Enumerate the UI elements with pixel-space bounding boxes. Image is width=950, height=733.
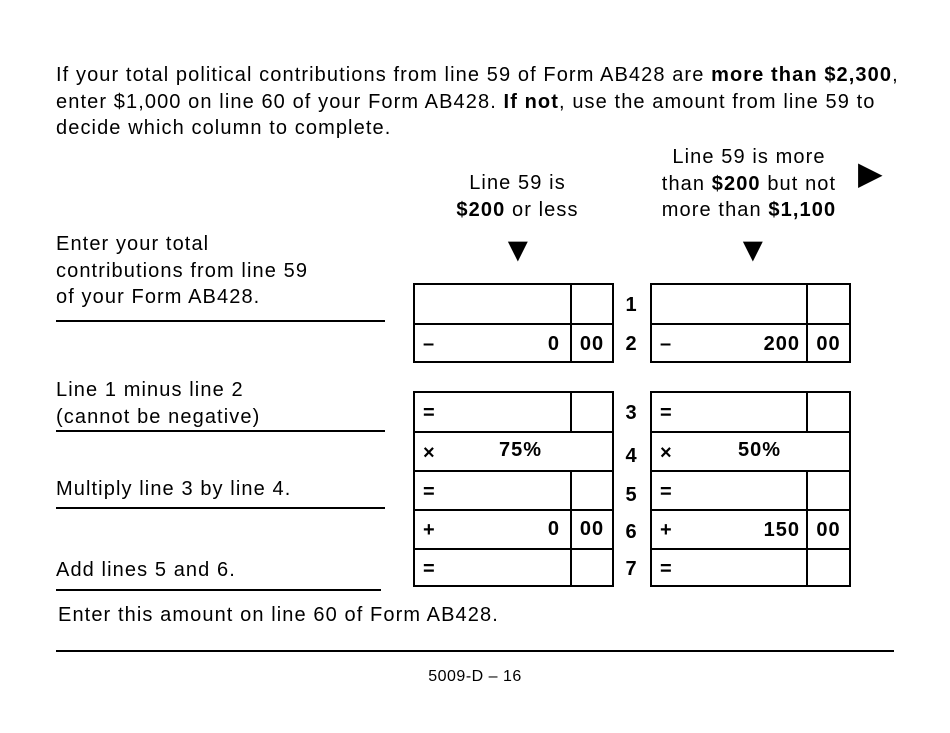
- column-a-line5-input[interactable]: [439, 472, 570, 509]
- equals-sign: =: [423, 402, 435, 424]
- line-number-1: 1: [625, 294, 637, 316]
- line7-label: Add lines 5 and 6.: [56, 559, 236, 581]
- divider: [806, 393, 808, 431]
- column-a-box-lines-3-7: [413, 391, 614, 587]
- column-a-line6-amount: 0: [547, 518, 560, 540]
- column-a-line1-input[interactable]: [415, 285, 570, 323]
- line1-rule: [56, 320, 385, 322]
- column-a-heading: [410, 170, 625, 223]
- column-b-box-lines-1-2: [650, 283, 851, 363]
- equals-sign: =: [660, 481, 672, 503]
- column-b-line2-amount: 200: [763, 333, 800, 355]
- divider: [415, 509, 612, 511]
- line3-label: [56, 377, 260, 430]
- divider: [570, 393, 572, 431]
- line1-label-row1: Enter your total: [56, 233, 210, 255]
- column-a-down-arrow-icon: ▼: [501, 231, 535, 269]
- divider: [415, 431, 612, 433]
- column-a-line1-cents-input[interactable]: [572, 285, 612, 323]
- line-number-2: 2: [625, 333, 637, 355]
- line3-label-row1: Line 1 minus line 2: [56, 379, 244, 401]
- column-b-heading: [636, 144, 862, 224]
- continue-right-arrow-icon: ▶: [858, 155, 883, 191]
- line3-label-row2: (cannot be negative): [56, 405, 261, 428]
- column-b-line7-input[interactable]: [676, 550, 806, 587]
- minus-sign: –: [660, 333, 672, 355]
- equals-sign: =: [660, 402, 672, 424]
- line5-rule: [56, 507, 385, 509]
- column-b-heading-bold2: $1,100: [768, 199, 837, 221]
- column-a-line6-cents: 00: [579, 518, 605, 540]
- intro-text-3: , use the amount from line 59 to decide which column to complete.: [56, 90, 876, 139]
- divider: [652, 323, 849, 325]
- minus-sign: –: [423, 333, 435, 355]
- column-b-box-lines-3-7: [650, 391, 851, 587]
- column-a-line3-input[interactable]: [439, 393, 570, 431]
- line7-rule: [56, 589, 381, 591]
- times-sign: ×: [423, 442, 435, 464]
- line-number-7: 7: [625, 558, 637, 580]
- column-b-line3-input[interactable]: [676, 393, 806, 431]
- line-number-5: 5: [625, 484, 637, 506]
- intro-text-2: , enter $1,000 on line 60 of your Form AB428.: [56, 64, 899, 113]
- divider: [415, 323, 612, 325]
- column-a-heading-rest: or less: [505, 198, 579, 221]
- column-b-line4-rate: 50%: [738, 439, 782, 461]
- column-a-box-lines-1-2: [413, 283, 614, 363]
- column-b-line6-amount: 150: [763, 519, 800, 541]
- equals-sign: =: [660, 558, 672, 580]
- page-number: 5009-D – 16: [428, 668, 522, 685]
- line1-label-row2: contributions from line 59: [56, 259, 309, 282]
- line3-rule: [56, 430, 385, 432]
- footer-instruction: Enter this amount on line 60 of Form AB428.: [58, 604, 499, 626]
- line-number-4: 4: [625, 445, 637, 467]
- equals-sign: =: [423, 558, 435, 580]
- intro-bold-2: If not: [503, 90, 560, 113]
- divider: [652, 509, 849, 511]
- line1-label-row3: of your Form AB428.: [56, 286, 261, 308]
- times-sign: ×: [660, 442, 672, 464]
- column-a-heading-line1: Line 59 is: [469, 172, 566, 194]
- column-b-line6-cents: 00: [816, 519, 841, 541]
- footer-rule: [56, 650, 894, 652]
- column-b-heading-line1: Line 59 is more: [672, 146, 826, 168]
- divider: [652, 431, 849, 433]
- column-b-line5-input[interactable]: [676, 472, 806, 509]
- column-a-line4-rate: 75%: [499, 439, 543, 461]
- column-b-line1-cents-input[interactable]: [808, 285, 849, 323]
- column-b-heading-pre: than: [661, 172, 712, 195]
- column-a-heading-bold: $200: [456, 198, 506, 221]
- column-b-down-arrow-icon: ▼: [736, 231, 770, 269]
- column-b-heading-line3-pre: more than: [661, 199, 769, 221]
- column-a-line2-cents: 00: [579, 333, 605, 355]
- line1-label: [56, 231, 308, 311]
- equals-sign: =: [423, 481, 435, 503]
- intro-bold-1: more than $2,300: [711, 64, 893, 86]
- column-b-heading-mid: but not: [760, 172, 837, 195]
- plus-sign: +: [660, 519, 672, 541]
- intro-paragraph: [56, 62, 906, 142]
- column-b-line1-input[interactable]: [652, 285, 806, 323]
- line5-label: Multiply line 3 by line 4.: [56, 478, 292, 500]
- column-a-line2-amount: 0: [547, 333, 560, 355]
- intro-text-1: If your total political contributions from line 59 of Form AB428 are: [56, 64, 712, 86]
- line-number-3: 3: [625, 402, 637, 424]
- column-b-line2-cents: 00: [816, 333, 841, 355]
- plus-sign: +: [423, 519, 435, 541]
- line-number-6: 6: [625, 521, 637, 543]
- column-b-heading-bold: $200: [711, 172, 761, 195]
- column-a-line7-input[interactable]: [439, 550, 570, 587]
